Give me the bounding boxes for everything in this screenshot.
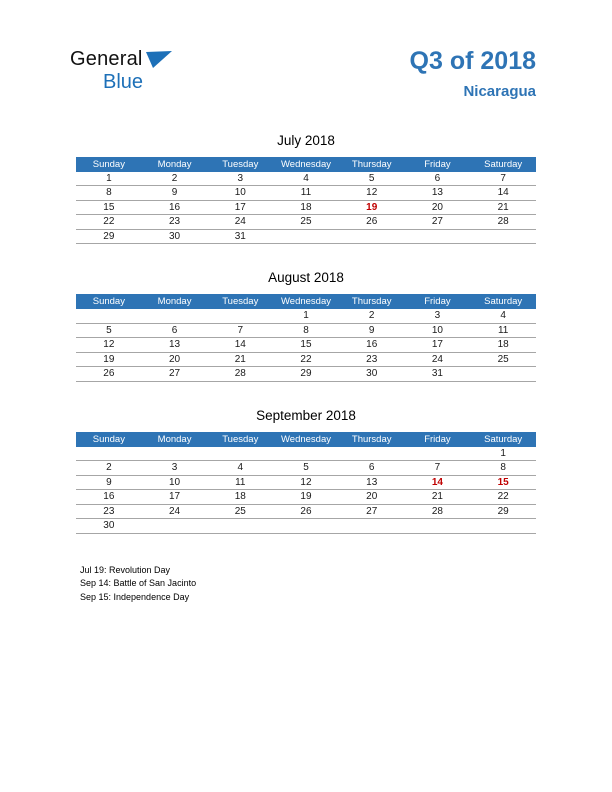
day-cell: 13 <box>169 339 181 351</box>
month-title: September 2018 <box>256 407 356 423</box>
day-cell: 1 <box>106 172 112 184</box>
day-cell: 4 <box>237 462 244 474</box>
day-cell: 17 <box>169 491 181 503</box>
day-cell: 11 <box>235 476 246 488</box>
day-cell: 27 <box>169 368 181 380</box>
day-cell: 19 <box>366 201 378 213</box>
day-cell: 25 <box>234 505 246 517</box>
weekday-label: Wednesday <box>280 433 331 445</box>
day-cell: 3 <box>171 462 178 474</box>
day-cell: 14 <box>234 339 246 351</box>
day-cell: 21 <box>234 353 246 365</box>
day-cell: 29 <box>497 505 509 517</box>
day-cell: 6 <box>368 462 375 474</box>
day-cell: 20 <box>431 201 443 213</box>
holiday-note: Jul 19: Revolution Day <box>80 564 171 575</box>
day-cell: 6 <box>434 172 441 184</box>
week-row <box>76 215 536 230</box>
month-title: August 2018 <box>268 270 344 285</box>
week-row <box>76 367 536 382</box>
day-cell: 8 <box>106 187 112 199</box>
weekday-label: Tuesday <box>222 296 259 307</box>
day-cell: 4 <box>500 310 506 322</box>
day-cell: 23 <box>169 216 181 228</box>
general-blue-logo <box>70 48 172 94</box>
weekday-header-row <box>76 157 536 172</box>
day-cell: 28 <box>234 368 246 380</box>
week-row <box>76 461 536 476</box>
day-cell: 2 <box>368 310 375 322</box>
day-cell: 12 <box>103 339 115 351</box>
day-cell: 17 <box>431 339 443 351</box>
day-cell: 26 <box>366 216 378 228</box>
week-row <box>76 505 536 520</box>
day-cell: 21 <box>497 201 509 213</box>
week-row <box>76 186 536 201</box>
page-title: Q3 of 2018 <box>409 47 536 75</box>
day-cell: 16 <box>103 491 115 503</box>
day-cell: 21 <box>431 491 443 503</box>
week-row <box>76 490 536 505</box>
day-cell: 1 <box>500 447 506 459</box>
week-row <box>76 476 536 491</box>
day-cell: 3 <box>434 310 441 322</box>
week-row <box>76 201 536 216</box>
page-header <box>0 0 612 100</box>
day-cell: 27 <box>431 216 443 228</box>
week-row <box>76 309 536 324</box>
logo-text-blue: Blue <box>103 71 144 93</box>
week-row <box>76 519 536 534</box>
day-cell: 5 <box>106 324 112 336</box>
day-cell: 27 <box>366 505 378 517</box>
day-cell: 5 <box>368 172 375 184</box>
month-august-2018 <box>76 270 536 382</box>
day-cell: 20 <box>366 491 378 503</box>
week-row <box>76 172 536 187</box>
day-cell: 23 <box>103 505 115 517</box>
weekday-label: Sunday <box>92 158 125 170</box>
day-cell: 11 <box>300 187 312 199</box>
day-cell: 2 <box>171 172 178 184</box>
day-cell: 6 <box>171 324 178 336</box>
day-cell: 8 <box>303 324 309 336</box>
day-cell: 19 <box>300 491 312 503</box>
day-cell: 17 <box>234 201 246 213</box>
logo-text-general: General <box>70 48 143 70</box>
day-cell: 12 <box>300 476 312 488</box>
week-row <box>76 324 536 339</box>
day-cell: 19 <box>103 353 115 365</box>
weekday-label: Tuesday <box>222 433 259 445</box>
day-cell: 16 <box>169 201 181 213</box>
day-cell: 9 <box>368 324 375 336</box>
day-cell: 29 <box>103 230 115 242</box>
day-cell: 10 <box>234 187 246 199</box>
weekday-label: Saturday <box>484 433 523 445</box>
logo-flag-icon <box>146 51 172 74</box>
day-cell: 10 <box>169 476 181 488</box>
day-cell: 7 <box>434 462 441 474</box>
day-cell: 29 <box>300 368 312 380</box>
weekday-label: Friday <box>424 433 451 445</box>
weekday-label: Saturday <box>484 158 523 170</box>
month-september-2018 <box>76 408 536 534</box>
weekday-label: Thursday <box>351 296 392 307</box>
day-cell: 4 <box>303 172 309 184</box>
day-cell: 1 <box>303 310 309 322</box>
day-cell: 15 <box>103 201 115 213</box>
weekday-label: Friday <box>424 296 451 307</box>
title-block <box>410 48 536 100</box>
day-cell: 12 <box>366 187 378 199</box>
weekday-label: Wednesday <box>280 158 331 170</box>
week-row <box>76 338 536 353</box>
month-title: July 2018 <box>277 132 335 148</box>
week-row <box>76 353 536 368</box>
day-cell: 22 <box>103 216 115 228</box>
day-cell: 13 <box>366 476 378 488</box>
day-cell: 30 <box>103 520 115 532</box>
day-cell: 14 <box>431 476 443 488</box>
day-cell: 9 <box>171 187 178 199</box>
day-cell: 22 <box>497 491 509 503</box>
day-cell: 25 <box>300 216 312 228</box>
holiday-note: Sep 15: Independence Day <box>80 591 190 602</box>
day-cell: 24 <box>169 505 181 517</box>
day-cell: 24 <box>431 353 443 365</box>
day-cell: 18 <box>234 491 246 503</box>
day-cell: 26 <box>103 368 115 380</box>
day-cell: 30 <box>169 230 181 242</box>
weekday-label: Sunday <box>92 433 125 445</box>
day-cell: 20 <box>169 353 181 365</box>
weekday-label: Thursday <box>351 433 392 445</box>
day-cell: 2 <box>106 462 112 474</box>
day-cell: 13 <box>431 187 443 199</box>
day-cell: 26 <box>300 505 312 517</box>
week-row <box>76 447 536 462</box>
day-cell: 3 <box>237 172 244 184</box>
calendars-container <box>76 133 536 534</box>
weekday-label: Wednesday <box>280 296 331 307</box>
weekday-header-row <box>76 294 536 309</box>
day-cell: 7 <box>500 172 506 184</box>
day-cell: 31 <box>431 368 443 380</box>
day-cell: 15 <box>300 339 312 351</box>
day-cell: 8 <box>500 462 506 474</box>
country-subtitle: Nicaragua <box>463 82 536 100</box>
day-cell: 5 <box>303 462 309 474</box>
weekday-header-row <box>76 432 536 447</box>
week-row <box>76 230 536 245</box>
day-cell: 14 <box>497 187 509 199</box>
day-cell: 7 <box>237 324 244 336</box>
day-cell: 28 <box>431 505 443 517</box>
weekday-label: Thursday <box>351 158 392 170</box>
weekday-label: Saturday <box>484 296 523 307</box>
day-cell: 10 <box>431 324 443 336</box>
month-july-2018 <box>76 133 536 245</box>
weekday-label: Sunday <box>92 296 125 307</box>
weekday-label: Monday <box>157 433 192 445</box>
day-cell: 25 <box>497 353 509 365</box>
day-cell: 31 <box>234 230 246 242</box>
holiday-notes <box>80 564 612 605</box>
holiday-note: Sep 14: Battle of San Jacinto <box>80 578 197 588</box>
weekday-label: Monday <box>157 158 192 170</box>
day-cell: 24 <box>234 216 246 228</box>
day-cell: 11 <box>497 324 509 336</box>
day-cell: 22 <box>300 353 312 365</box>
day-cell: 9 <box>106 476 112 488</box>
weekday-label: Monday <box>157 296 192 307</box>
day-cell: 30 <box>366 368 378 380</box>
day-cell: 23 <box>366 353 378 365</box>
day-cell: 15 <box>497 476 509 488</box>
weekday-label: Friday <box>424 158 451 170</box>
day-cell: 16 <box>366 339 378 351</box>
day-cell: 18 <box>300 201 312 213</box>
day-cell: 18 <box>497 339 509 351</box>
weekday-label: Tuesday <box>222 158 259 170</box>
day-cell: 28 <box>497 216 509 228</box>
